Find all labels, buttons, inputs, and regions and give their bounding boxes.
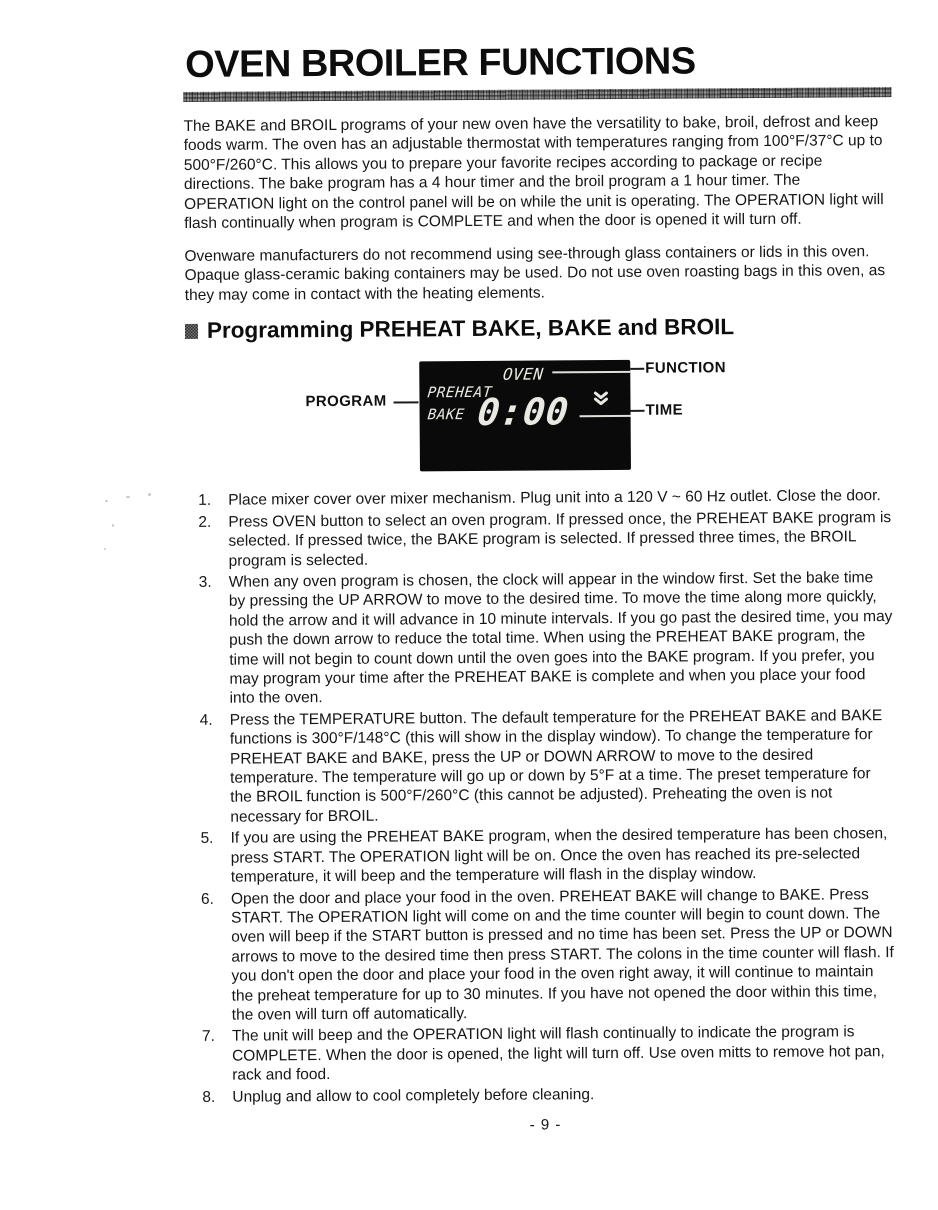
oven-display-window bbox=[419, 360, 631, 471]
step-number: 6. bbox=[200, 890, 214, 908]
display-program-line1: PREHEAT bbox=[426, 385, 493, 402]
page-title: OVEN BROILER FUNCTIONS bbox=[184, 40, 696, 86]
step-number: 2. bbox=[198, 513, 212, 531]
display-time-value: 0:00 bbox=[475, 390, 571, 435]
intro-paragraph-1: The BAKE and BROIL programs of your new oven have the versatility to bake, broil, defrost and keep foods warm. The oven has an adjustable thermostat with temperatures ranging from 100°F/37°C up to 500°F/260°C. This allows you to prepare your favorite recipes according to package or recipe directions. The bake program has a 4 hour timer and the broil program a 1 hour timer. The OPERATION light on the control panel will be on while the unit is operating. The OPERATION light will flash continually when program is COMPLETE and when the door is opened it will turn off. bbox=[183, 113, 884, 233]
section-heading-text: Programming PREHEAT BAKE, BAKE and BROIL bbox=[206, 314, 735, 344]
page-number: - 9 - bbox=[529, 1116, 562, 1134]
title-underline bbox=[183, 87, 891, 102]
step-text: Press the TEMPERATURE button. The default temperature for the PREHEAT BAKE and BAKE functions is 300°F/148°C (this will show in the display window). To change the temperature for PREHEAT BAKE and BAKE, press the UP or DOWN ARROW to move to the desired temperature. The temperature will go up or down by 5°F at a time. The preset temperature for the BROIL function is 500°F/260°C (this cannot be adjusted). Preheating the oven is not necessary for BROIL. bbox=[229, 706, 883, 826]
instruction-step-1 bbox=[198, 486, 896, 510]
step-number: 5. bbox=[200, 830, 214, 848]
double-chevron-down-icon bbox=[592, 391, 609, 406]
step-text: Place mixer cover over mixer mechanism. Plug unit into a 120 V ~ 60 Hz outlet. Close the door. bbox=[228, 487, 881, 510]
scan-speckle bbox=[105, 500, 108, 502]
instruction-step-4 bbox=[200, 706, 899, 827]
instruction-step-8 bbox=[202, 1083, 900, 1107]
display-program-line2: BAKE bbox=[426, 407, 466, 424]
step-text: Press OVEN button to select an oven program. If pressed once, the PREHEAT BAKE program is selected. If pressed twice, the BAKE program is selected. If pressed three times, the BROIL program is selected. bbox=[228, 508, 892, 570]
scan-speckle bbox=[126, 496, 130, 498]
instruction-step-6 bbox=[201, 885, 900, 1026]
time-pointer-line bbox=[631, 410, 645, 412]
program-label: PROGRAM bbox=[305, 392, 387, 411]
scan-speckle bbox=[148, 493, 151, 496]
display-function-indicator: OVEN bbox=[501, 364, 544, 385]
function-pointer-line-inner bbox=[552, 371, 630, 374]
step-text: The unit will beep and the OPERATION light will flash continually to indicate the program is COMPLETE. When the door is opened, the light will turn off. Use oven mitts to remove hot pan, rack and food. bbox=[231, 1023, 885, 1084]
section-heading bbox=[185, 313, 895, 344]
step-text: Open the door and place your food in the oven. PREHEAT BAKE will change to BAKE. Press START. The OPERATION light will come on and the time counter will begin to count down. The oven will beep if the START button is pressed and no time has been set. Press the UP or DOWN arrows to move to the desired time then press START. The colons in the time counter will flash. If you don't open the door and place your food in the oven right away, it will continue to maintain the preheat temperature for up to 30 minutes. If you have not opened the door within this time, the oven will turn off automatically. bbox=[230, 885, 894, 1024]
display-figure bbox=[185, 353, 896, 480]
step-text: Unplug and allow to cool completely before cleaning. bbox=[232, 1085, 595, 1106]
step-number: 1. bbox=[198, 492, 212, 510]
function-label: FUNCTION bbox=[645, 359, 727, 378]
instruction-list bbox=[186, 486, 900, 1107]
program-pointer-line bbox=[393, 402, 418, 404]
scan-speckle bbox=[112, 524, 114, 527]
step-number: 7. bbox=[201, 1028, 215, 1046]
instruction-step-2 bbox=[198, 508, 896, 571]
time-label: TIME bbox=[645, 401, 684, 420]
step-number: 3. bbox=[198, 573, 212, 591]
instruction-step-3 bbox=[199, 568, 898, 709]
step-number: 8. bbox=[202, 1088, 216, 1106]
section-bullet-icon bbox=[185, 324, 198, 339]
time-pointer-line-inner bbox=[580, 415, 631, 417]
function-pointer-line bbox=[630, 368, 644, 370]
page-content bbox=[183, 41, 901, 1136]
step-number: 4. bbox=[199, 711, 213, 729]
instruction-step-5 bbox=[200, 824, 898, 887]
step-text: When any oven program is chosen, the clock will appear in the window first. Set the bake time by pressing the UP ARROW to move to the desired time. To move the time along more quickly, hold the arrow and it will advance in 10 minute intervals. If you go past the desired time, you may push the down arrow to reduce the total time. When using the PREHEAT BAKE program, the time will not begin to count down until the oven goes into the BAKE program. If you prefer, you may program your time after the PREHEAT BAKE is complete and when you place your food into the oven. bbox=[228, 569, 893, 708]
intro-paragraph-2: Ovenware manufacturers do not recommend using see-through glass containers or lids in this oven. Opaque glass-ceramic baking containers may be used. Do not use oven roasting bags in this oven, as they may come in contact with the heating elements. bbox=[184, 243, 886, 304]
scan-speckle bbox=[104, 548, 106, 550]
step-text: If you are using the PREHEAT BAKE program, when the desired temperature has been chosen, press START. The OPERATION light will be on. Once the oven has reached its pre-selected temperature, it will beep and the temperature will flash in the display window. bbox=[230, 825, 888, 886]
instruction-step-7 bbox=[202, 1022, 900, 1085]
